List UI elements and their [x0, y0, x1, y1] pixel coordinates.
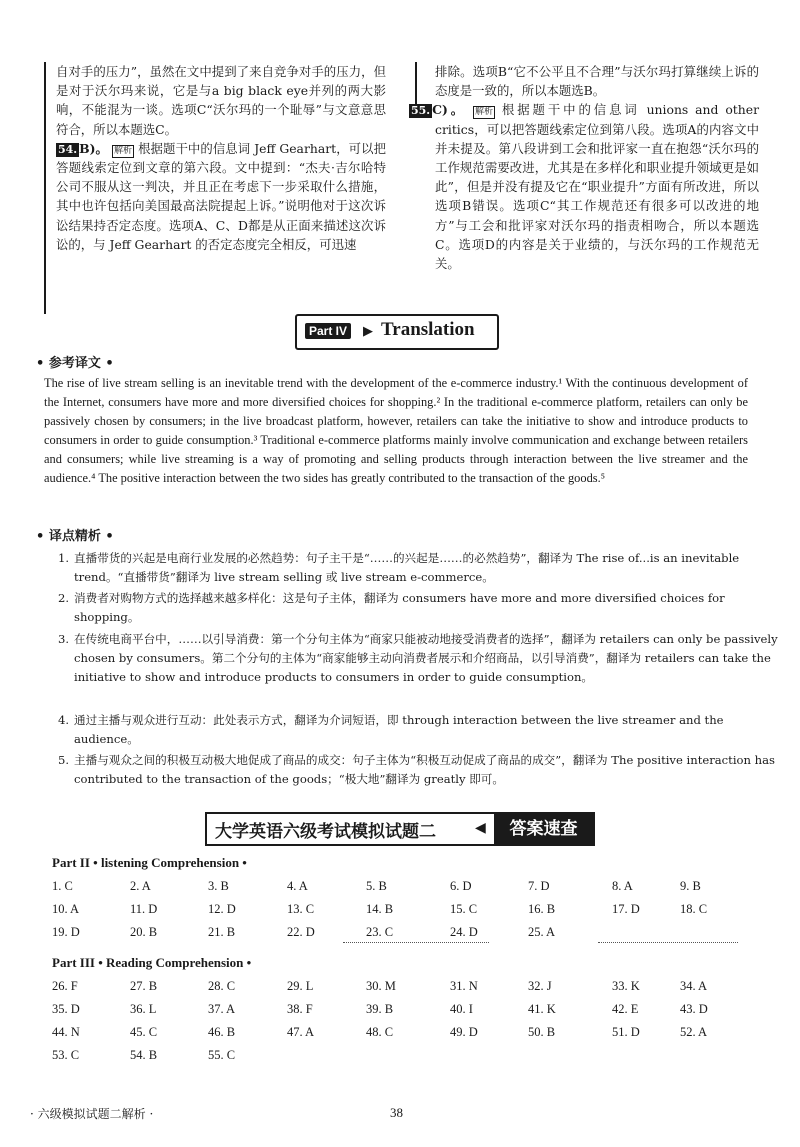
note-text: 在传统电商平台中，……以引导消费：第一个分句主体为“商家只能被动地接受消费者的选择”，翻译为 retailers can only be passively chosen by consumers。第二个分句的主体为“商家能够主动向消费者展示和介绍商品，以引导消费”，翻译为 retailers can take the initiative to show and introduce products to consumers in order to guide consumption。 — [74, 632, 778, 684]
q55-number: 55. — [411, 104, 431, 118]
q54-explanation — [56, 139, 386, 254]
answer-banner-title: 大学英语六级考试模拟试题二 — [215, 822, 436, 842]
reference-heading: • 参考译文 • — [36, 356, 114, 371]
answer-cell: 21. B — [208, 925, 236, 939]
answer-cell: 54. B — [130, 1048, 158, 1062]
q55-text: 根据题干中的信息词 unions and other critics，可以把答题线索定位到第八段。选项A的内容文中并未提及。第八段讲到工会和批评家一直在抱怨“沃尔玛的工作规范需要改进，尤其是在多样化和职业提升领域更是如此”，但是并没有提及它在“职业提升”方面有所改进，所以选项B错误。选项C“其工作规范还有很多可以改进的地方”与工会和批评家对沃尔玛的指责相吻合，所以本题选C。选项D的内容是关于业绩的，与沃尔玛的工作规范无关。 — [435, 102, 759, 272]
q55-answer: C)。 — [432, 102, 467, 118]
answer-cell: 46. B — [208, 1025, 236, 1039]
answer-cell: 20. B — [130, 925, 158, 939]
bullet-icon: • — [36, 529, 49, 544]
right-column-rule — [415, 62, 417, 110]
translation-title: Translation — [381, 319, 475, 340]
answer-cell: 14. B — [366, 902, 394, 916]
answer-cell: 45. C — [130, 1025, 158, 1039]
answer-cell: 34. A — [680, 979, 708, 993]
answer-cell: 38. F — [287, 1002, 313, 1016]
note-number: 1. — [58, 551, 70, 565]
reference-text: The rise of live stream selling is an inevitable trend with the development of the e-commerce industry.¹ With the continuous development of the Internet, consumers have more and more diversified choices for shopping.² In the traditional e-commerce platform, retailers can only be passively chosen by consumers; in the live broadcast platform, however, retailers can take the initiative to show and introduce products to consumers in order to guide consumption.³ Traditional e-commerce platforms mainly involve communication and exchange between retailers and consumers; while live streaming is a way of promoting and selling products through interaction between the live streamer and the audience.⁴ The positive interaction between the two sides has greatly contributed to the transaction of the goods.⁵ — [44, 376, 748, 485]
q53-continuation: 自对手的压力”，虽然在文中提到了来自竞争对手的压力，但是对于沃尔玛来说，它是与a big black eye并列的两大影响，不能混为一谈。选项C“沃尔玛的一个耻辱”与文意意思符合，所以本题选C。 — [56, 64, 386, 137]
answer-cell: 42. E — [612, 1002, 639, 1016]
note-text: 通过主播与观众进行互动：此处表示方式，翻译为介词短语，即 through interaction between the live streamer and the audience。 — [74, 713, 724, 746]
answer-cell: 7. D — [528, 879, 550, 893]
answer-cell: 41. K — [528, 1002, 556, 1016]
note-number: 2. — [58, 591, 70, 605]
answer-cell: 25. A — [528, 925, 556, 939]
answer-cell: 13. C — [287, 902, 315, 916]
answer-cell: 8. A — [612, 879, 633, 893]
answer-cell: 24. D — [450, 925, 478, 939]
answer-cell: 37. A — [208, 1002, 236, 1016]
answer-cell: 40. I — [450, 1002, 473, 1016]
translation-part-label: Part IV — [305, 323, 351, 339]
arrow-left-icon: ◀ — [475, 820, 486, 836]
answer-cell: 44. N — [52, 1025, 80, 1039]
answer-cell: 55. C — [208, 1048, 236, 1062]
answer-cell: 19. D — [52, 925, 80, 939]
note-number: 3. — [58, 632, 70, 646]
note-text: 直播带货的兴起是电商行业发展的必然趋势：句子主干是“……的兴起是……的必然趋势”，翻译为 The rise of...is an inevitable trend。“直播带货”翻译为 live stream selling 或 live stream e-commerce。 — [74, 551, 740, 584]
answer-cell: 1. C — [52, 879, 73, 893]
notes-heading: • 译点精析 • — [36, 529, 114, 544]
right-column — [411, 62, 759, 273]
q54-text: 根据题干中的信息词 Jeff Gearhart，可以把答题线索定位到文章的第六段。文中提到：“杰夫·吉尔哈特公司不服从这一判决，并且正在考虑下一步采取什么措施，其中也许包括向美国最高法院提起上诉。”说明他对于这次诉讼结果持否定态度。选项A、C、D都是从正面来描述这次诉讼的，与 Jeff Gearhart 的否定态度完全相反，可迅速 — [56, 140, 386, 252]
answer-cell: 50. B — [528, 1025, 556, 1039]
answer-cell: 5. B — [366, 879, 387, 893]
answer-cell: 11. D — [130, 902, 158, 916]
answer-cell: 22. D — [287, 925, 315, 939]
note-text: 消费者对购物方式的选择越来越多样化：这是句子主体，翻译为 consumers have more and more diversified choices for shopping。 — [74, 591, 725, 624]
answer-cell: 2. A — [130, 879, 151, 893]
answer-cell: 15. C — [450, 902, 478, 916]
note-number: 4. — [58, 713, 70, 727]
part3-heading: Part III • Reading Comprehension • — [52, 955, 252, 970]
answer-cell: 36. L — [130, 1002, 157, 1016]
answer-cell: 27. B — [130, 979, 158, 993]
answer-cell: 26. F — [52, 979, 78, 993]
bullet-icon: • — [36, 356, 49, 371]
play-arrow-icon: ▶ — [363, 324, 373, 339]
page-number: 38 — [390, 1105, 403, 1120]
q54-answer: B)。 — [79, 140, 109, 156]
q54-number: 54. — [58, 142, 78, 156]
answer-cell: 3. B — [208, 879, 229, 893]
translation-banner — [295, 314, 499, 350]
answer-cell: 32. J — [528, 979, 552, 993]
dotted-divider — [343, 942, 489, 943]
answer-cell: 39. B — [366, 1002, 394, 1016]
answer-cell: 31. N — [450, 979, 478, 993]
part2-heading: Part II • listening Comprehension • — [52, 855, 247, 870]
answer-cell: 10. A — [52, 902, 80, 916]
q55-explanation — [411, 100, 759, 273]
answer-cell: 18. C — [680, 902, 708, 916]
footer-label: · 六级模拟试题二解析 · — [30, 1107, 154, 1121]
answer-cell: 49. D — [450, 1025, 478, 1039]
answer-cell: 43. D — [680, 1002, 708, 1016]
answer-banner — [205, 812, 595, 846]
note-text: 主播与观众之间的积极互动极大地促成了商品的成交：句子主体为“积极互动促成了商品的成交”，翻译为 The positive interaction has contributed to the transaction of the goods；“极大地”翻译为 greatly 即可。 — [74, 753, 776, 786]
answer-cell: 47. A — [287, 1025, 315, 1039]
q55-analysis-label: 解析 — [474, 107, 493, 118]
answer-cell: 17. D — [612, 902, 640, 916]
q54-analysis-label: 解析 — [114, 145, 133, 156]
note-number: 5. — [58, 753, 70, 767]
answer-cell: 9. B — [680, 879, 701, 893]
answer-cell: 52. A — [680, 1025, 708, 1039]
reference-translation — [44, 374, 748, 488]
answer-cell: 12. D — [208, 902, 236, 916]
answer-cell: 35. D — [52, 1002, 80, 1016]
answer-cell: 48. C — [366, 1025, 394, 1039]
left-column — [56, 62, 386, 254]
answer-cell: 28. C — [208, 979, 236, 993]
left-column-rule — [44, 62, 46, 314]
answer-banner-tag: 答案速查 — [494, 814, 593, 844]
answer-cell: 51. D — [612, 1025, 640, 1039]
answer-cell: 6. D — [450, 879, 472, 893]
answer-cell: 53. C — [52, 1048, 80, 1062]
answer-cell: 23. C — [366, 925, 394, 939]
answer-cell: 16. B — [528, 902, 556, 916]
q54-continuation: 排除。选项B“它不公平且不合理”与沃尔玛打算继续上诉的态度是一致的，所以本题选B。 — [435, 64, 759, 99]
dotted-divider — [598, 942, 738, 943]
answer-cell: 29. L — [287, 979, 314, 993]
answer-cell: 4. A — [287, 879, 308, 893]
answer-cell: 33. K — [612, 979, 640, 993]
answer-cell: 30. M — [366, 979, 396, 993]
